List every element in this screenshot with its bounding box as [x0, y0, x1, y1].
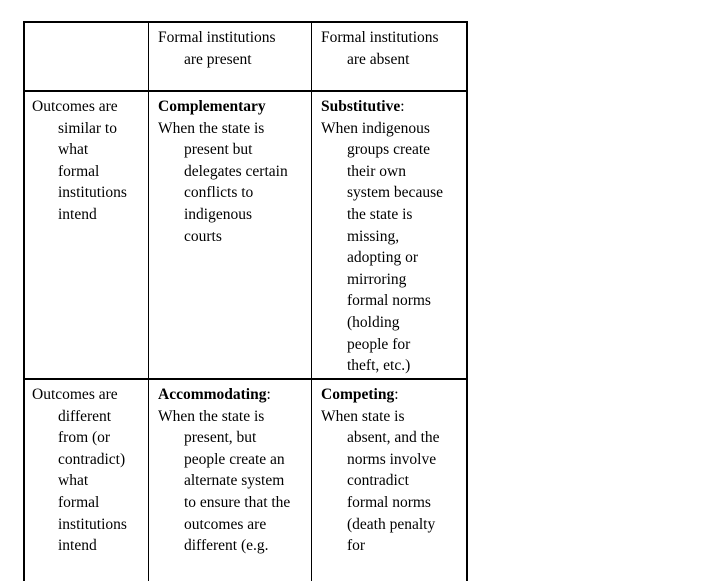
- label-line: Outcomes are: [32, 98, 118, 115]
- label-line: contradict): [58, 450, 126, 468]
- label-line: formal: [58, 493, 100, 511]
- cell-line: the state is: [347, 205, 413, 223]
- header-text-line: Formal institutions: [321, 29, 439, 46]
- cell-line: theft, etc.): [347, 357, 411, 375]
- cell-line: groups create: [347, 141, 431, 159]
- cell-title-suffix: :: [394, 386, 399, 403]
- label-line: intend: [58, 205, 97, 223]
- cell-line: delegates certain: [184, 162, 288, 180]
- cell-line: When the state is: [158, 119, 265, 137]
- cell-title-line: [321, 384, 440, 406]
- cell-title-line: [321, 96, 443, 118]
- cell-line: courts: [184, 227, 222, 245]
- cell-line: formal norms: [347, 493, 431, 511]
- cell-title-line: [158, 96, 288, 118]
- cell-title: Complementary: [158, 98, 266, 115]
- cell-line: norms involve: [347, 450, 437, 468]
- label-line: what: [58, 141, 89, 159]
- header-text-line: are absent: [347, 50, 410, 68]
- column-divider-2: [311, 23, 312, 581]
- cell-line: absent, and the: [347, 429, 440, 447]
- row-label-different-outcomes: [32, 384, 127, 557]
- cell-title: Accommodating: [158, 386, 267, 403]
- cell-line: indigenous: [184, 205, 253, 223]
- label-line: intend: [58, 537, 97, 555]
- cell-line: When indigenous: [321, 119, 430, 137]
- header-formal-present: [158, 27, 276, 70]
- cell-accommodating: [158, 384, 290, 557]
- header-formal-absent: [321, 27, 439, 70]
- cell-line: When state is: [321, 407, 405, 425]
- cell-line: people for: [347, 335, 411, 353]
- cell-line: system because: [347, 184, 443, 202]
- cell-title: Competing: [321, 386, 395, 403]
- cell-competing: [321, 384, 440, 557]
- cell-line: adopting or: [347, 249, 419, 267]
- label-line: institutions: [58, 184, 127, 202]
- typology-table: [23, 21, 468, 581]
- cell-title: Substitutive: [321, 98, 401, 115]
- column-divider-1: [148, 23, 149, 581]
- label-line: similar to: [58, 119, 117, 137]
- cell-title-suffix: :: [400, 98, 405, 115]
- cell-title-suffix: :: [266, 386, 271, 403]
- row-label-similar-outcomes: [32, 96, 127, 226]
- cell-line: their own: [347, 162, 406, 180]
- label-line: Outcomes are: [32, 386, 118, 403]
- cell-line: present, but: [184, 429, 257, 447]
- cell-line: When the state is: [158, 407, 265, 425]
- cell-line: missing,: [347, 227, 400, 245]
- cell-line: (death penalty: [347, 515, 436, 533]
- cell-line: conflicts to: [184, 184, 254, 202]
- cell-line: contradict: [347, 472, 409, 490]
- label-line: what: [58, 472, 89, 490]
- label-line: different: [58, 407, 112, 425]
- cell-line: alternate system: [184, 472, 285, 490]
- cell-complementary: [158, 96, 288, 247]
- cell-line: to ensure that the: [184, 493, 291, 511]
- header-text-line: Formal institutions: [158, 29, 276, 46]
- label-line: formal: [58, 162, 100, 180]
- cell-line: formal norms: [347, 292, 431, 310]
- cell-line: (holding: [347, 313, 400, 331]
- cell-line: mirroring: [347, 270, 407, 288]
- header-text-line: are present: [184, 50, 252, 68]
- cell-substitutive: [321, 96, 443, 377]
- cell-line: outcomes are: [184, 515, 267, 533]
- cell-line: different (e.g.: [184, 537, 269, 555]
- row-divider-1: [25, 378, 466, 380]
- label-line: from (or: [58, 429, 111, 447]
- cell-line: people create an: [184, 450, 285, 468]
- label-line: institutions: [58, 515, 127, 533]
- cell-line: present but: [184, 141, 253, 159]
- row-divider-header: [25, 90, 466, 92]
- cell-title-line: [158, 384, 290, 406]
- cell-line: for: [347, 537, 366, 555]
